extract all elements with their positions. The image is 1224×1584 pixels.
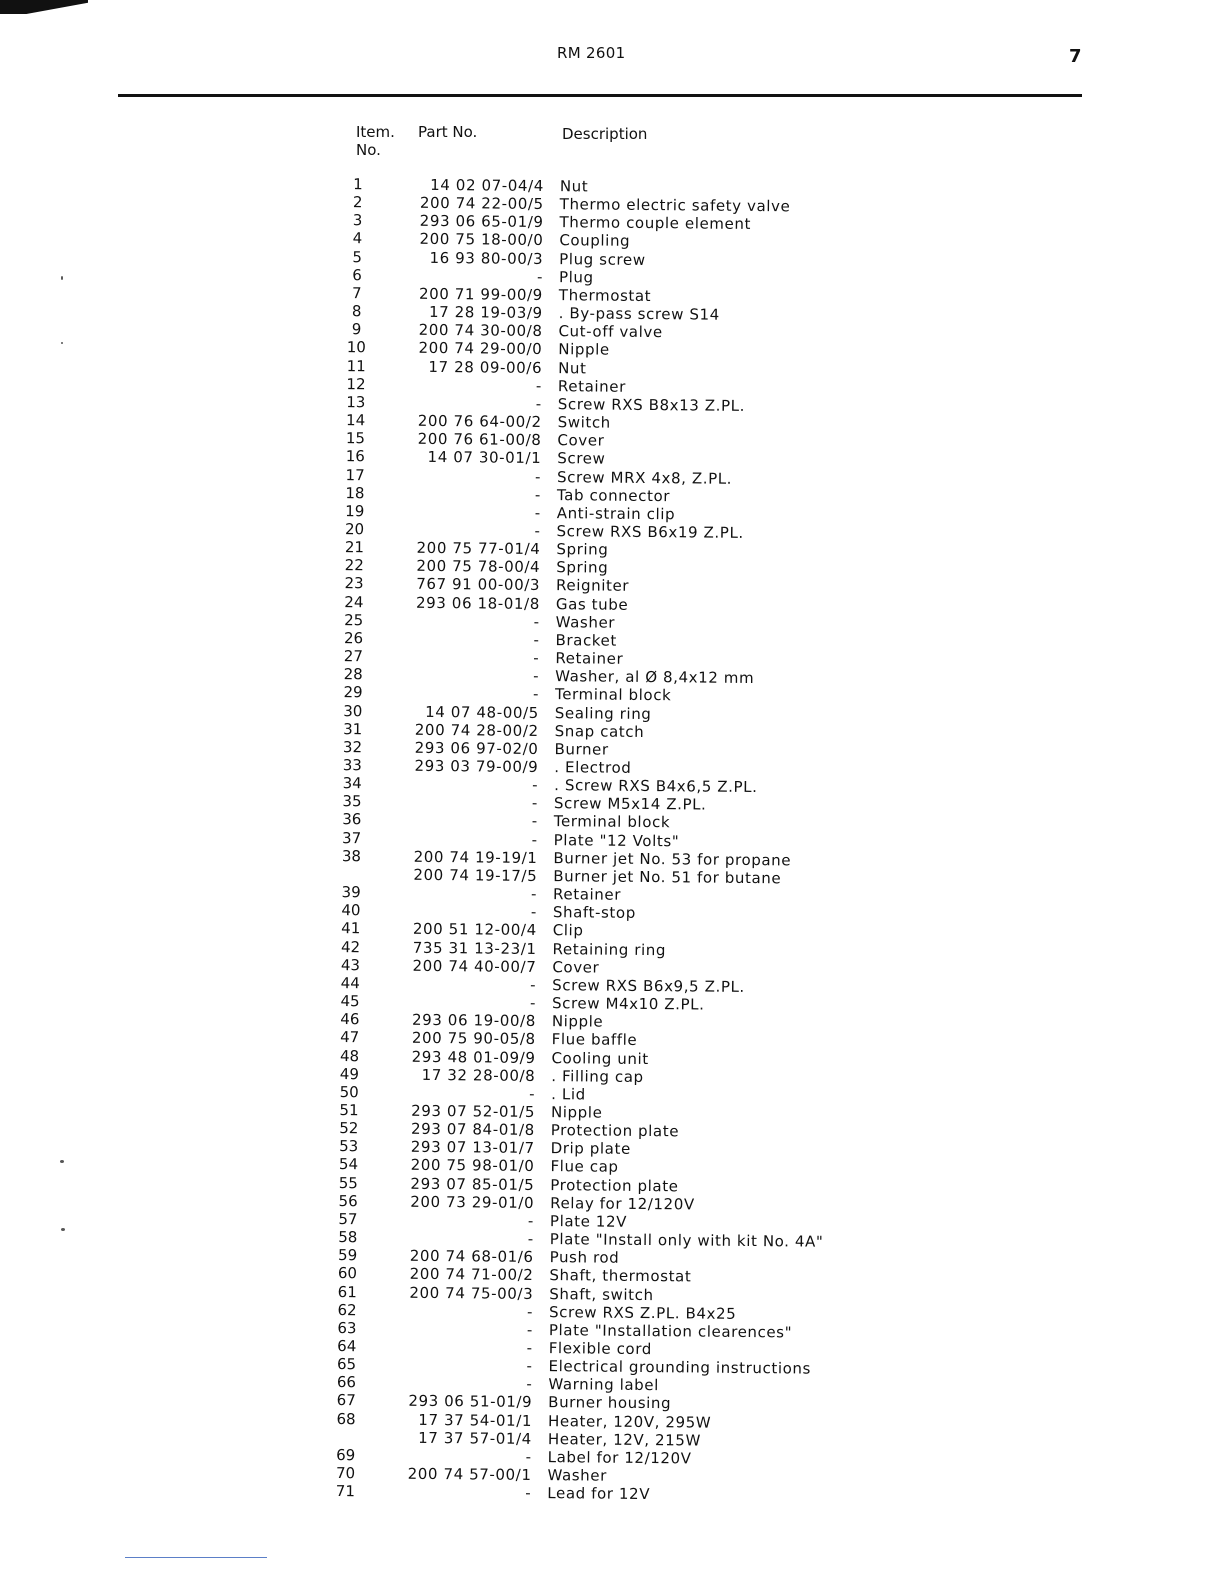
part-number: - — [531, 812, 538, 831]
part-number: - — [534, 521, 541, 540]
part-number: 200 74 40-00/7 — [412, 956, 537, 976]
part-description: Washer, al Ø 8,4x12 mm — [555, 667, 755, 688]
item-number: 70 — [335, 1464, 356, 1483]
part-number: - — [529, 1084, 536, 1103]
part-number: 735 31 13-23/1 — [412, 938, 537, 958]
part-description: Screw M4x10 Z.PL. — [551, 994, 705, 1014]
part-description: Switch — [557, 413, 611, 432]
item-number: 47 — [340, 1028, 360, 1047]
parts-list — [325, 175, 858, 1505]
item-number: 5 — [352, 247, 363, 266]
part-description: Screw RXS B6x9,5 Z.PL. — [552, 975, 745, 996]
part-number: - — [526, 1338, 533, 1357]
part-description: Thermostat — [558, 286, 652, 305]
part-description: Push rod — [549, 1248, 620, 1267]
part-description: Flue cap — [550, 1157, 619, 1177]
part-description: Reigniter — [555, 576, 630, 596]
item-number: 28 — [343, 665, 363, 684]
part-description: Spring — [556, 558, 609, 577]
part-number: - — [535, 467, 542, 486]
item-number: 49 — [339, 1064, 360, 1083]
part-description: Screw MRX 4x8, Z.PL. — [557, 467, 733, 488]
part-number: 200 71 99-00/9 — [418, 284, 543, 304]
part-description: . Screw RXS B4x6,5 Z.PL. — [554, 776, 758, 797]
part-description: Retaining ring — [552, 939, 667, 959]
item-number: 44 — [340, 973, 360, 993]
document-code: RM 2601 — [557, 44, 626, 62]
part-description: Drip plate — [550, 1139, 631, 1159]
item-number: 2 — [352, 193, 363, 212]
part-description: Relay for 12/120V — [550, 1193, 695, 1214]
item-number: 19 — [345, 501, 365, 521]
column-header-description: Description — [562, 125, 648, 143]
item-number: 36 — [342, 810, 362, 829]
item-number: 31 — [343, 719, 363, 738]
item-number: 57 — [338, 1209, 358, 1229]
part-description: Burner jet No. 53 for propane — [553, 848, 792, 870]
part-number: 200 76 64-00/2 — [417, 411, 542, 431]
item-number: 60 — [337, 1264, 358, 1283]
part-number: 200 74 19-19/1 — [413, 847, 538, 867]
item-number: 66 — [336, 1373, 357, 1392]
part-number: 14 02 07-04/4 — [430, 175, 544, 195]
item-number: 61 — [337, 1282, 357, 1301]
part-description: Nut — [558, 358, 587, 377]
part-description: Shaft-stop — [552, 903, 636, 923]
part-description: Gas tube — [555, 594, 629, 614]
part-description: Plate "Install only with kit No. 4A" — [549, 1230, 824, 1251]
part-number: 293 06 97-02/0 — [414, 738, 539, 758]
item-number: 71 — [335, 1482, 355, 1501]
part-number: 200 75 18-00/0 — [419, 230, 544, 250]
part-description: Plate "Installation clearences" — [548, 1320, 793, 1342]
part-number: - — [533, 648, 540, 668]
part-number: 293 06 51-01/9 — [408, 1392, 533, 1412]
item-number: 62 — [337, 1300, 357, 1319]
item-number: 55 — [338, 1173, 358, 1192]
part-number: 767 91 00-00/3 — [416, 575, 541, 595]
part-number: - — [529, 993, 537, 1012]
item-number: 18 — [345, 483, 365, 502]
part-description: Thermo electric safety valve — [559, 195, 791, 216]
part-description: Screw M5x14 Z.PL. — [553, 794, 707, 814]
part-number: 200 75 98-01/0 — [410, 1156, 535, 1176]
part-description: Heater, 120V, 295W — [547, 1411, 712, 1432]
part-number: 200 75 90-05/8 — [411, 1029, 536, 1049]
item-number: 24 — [344, 592, 364, 611]
part-number: - — [531, 830, 538, 849]
item-number: 37 — [342, 828, 362, 847]
item-number: 9 — [351, 320, 362, 339]
part-description: Cover — [557, 431, 605, 450]
item-number: 39 — [341, 883, 361, 902]
part-number: 200 74 57-00/1 — [407, 1464, 532, 1485]
part-number: - — [533, 612, 540, 631]
item-number: 4 — [352, 229, 363, 248]
part-description: Flue baffle — [551, 1030, 638, 1050]
item-number: 25 — [344, 610, 364, 630]
part-number: 200 76 61-00/8 — [417, 429, 542, 450]
item-number: 64 — [337, 1337, 357, 1356]
item-number: 51 — [339, 1101, 359, 1120]
part-description: Cover — [552, 957, 600, 977]
part-description: Burner housing — [548, 1393, 672, 1413]
item-number: 21 — [344, 538, 365, 557]
part-number: 200 75 78-00/4 — [416, 557, 541, 577]
item-number: 56 — [338, 1191, 358, 1210]
item-number: 46 — [340, 1010, 360, 1029]
part-number: 17 37 54-01/1 — [418, 1410, 533, 1430]
item-number: 58 — [338, 1228, 358, 1247]
part-description: Thermo couple element — [559, 213, 752, 234]
scan-speck — [61, 1228, 65, 1231]
item-number: 6 — [352, 265, 362, 285]
part-description: Label for 12/120V — [547, 1448, 692, 1468]
part-number: 17 28 09-00/6 — [428, 357, 543, 377]
item-number: 7 — [351, 284, 362, 303]
part-number: - — [531, 794, 539, 813]
item-number: 45 — [340, 992, 360, 1011]
item-number: 68 — [336, 1409, 356, 1428]
part-number: - — [527, 1229, 534, 1248]
part-description: Screw RXS B6x19 Z.PL. — [556, 522, 744, 542]
scan-speck — [61, 276, 63, 280]
part-description: Plug — [558, 267, 594, 287]
part-number: - — [533, 667, 540, 686]
part-number: - — [526, 1302, 534, 1321]
part-description: Retainer — [553, 885, 622, 904]
part-number: 200 73 29-01/0 — [410, 1192, 535, 1212]
part-description: Plug screw — [559, 249, 646, 269]
item-number: 41 — [341, 919, 361, 938]
item-number: 35 — [342, 792, 362, 811]
part-description: Shaft, switch — [549, 1284, 654, 1304]
item-number: 15 — [345, 429, 366, 448]
item-number: 69 — [336, 1445, 356, 1465]
item-number: 8 — [351, 302, 362, 321]
part-description: Washer — [555, 612, 616, 632]
part-number: 200 74 30-00/8 — [418, 321, 543, 341]
item-number: 16 — [345, 447, 365, 466]
part-number: - — [533, 630, 540, 649]
part-number: 200 51 12-00/4 — [412, 920, 537, 940]
item-number: 48 — [339, 1046, 360, 1065]
part-description: Nut — [559, 177, 589, 196]
part-description: Anti-strain clip — [556, 503, 676, 524]
part-description: Screw RXS Z.PL. B4x25 — [549, 1302, 737, 1323]
part-number: 293 07 52-01/5 — [411, 1101, 536, 1121]
item-number: 54 — [338, 1155, 359, 1174]
item-number: 40 — [341, 901, 361, 920]
part-number: 293 03 79-00/9 — [414, 756, 539, 776]
part-description: Plate 12V — [549, 1211, 628, 1231]
part-description: Tab connector — [556, 485, 671, 505]
column-header-item — [356, 123, 395, 159]
item-number: 3 — [352, 211, 363, 230]
part-description: Clip — [552, 921, 584, 940]
item-number: 34 — [342, 774, 362, 793]
item-number: 29 — [343, 683, 363, 702]
part-number: 200 74 75-00/3 — [409, 1283, 534, 1303]
part-description: Retainer — [555, 649, 624, 668]
item-number: 50 — [339, 1082, 359, 1102]
part-number: - — [535, 376, 543, 395]
item-number: 11 — [346, 356, 366, 375]
part-description: Protection plate — [550, 1121, 680, 1141]
column-header-item-line1: Item. — [356, 123, 395, 141]
part-number: - — [526, 1357, 533, 1376]
item-number: 33 — [342, 756, 362, 775]
part-number: 293 07 84-01/8 — [410, 1119, 535, 1140]
part-number: - — [526, 1375, 533, 1394]
corner-scan-mark — [0, 0, 88, 14]
item-number: 59 — [337, 1246, 358, 1265]
part-description: Terminal block — [553, 812, 671, 832]
part-description: . Filling cap — [551, 1066, 644, 1086]
part-description: Snap catch — [554, 721, 645, 741]
part-number: - — [532, 685, 540, 704]
part-number: 14 07 48-00/5 — [425, 702, 539, 722]
item-number: 23 — [344, 574, 364, 593]
part-description: Sealing ring — [554, 703, 652, 723]
item-number: 63 — [337, 1318, 357, 1338]
header-rule — [118, 94, 1082, 97]
bottom-blue-line — [125, 1557, 267, 1558]
part-description: . Lid — [551, 1084, 586, 1104]
part-number: 17 28 19-03/9 — [428, 302, 543, 323]
part-number: 200 74 71-00/2 — [409, 1265, 534, 1285]
part-number: 200 74 68-01/6 — [409, 1246, 534, 1267]
part-number: - — [530, 975, 537, 994]
item-number: 22 — [344, 556, 364, 575]
part-number: 293 06 19-00/8 — [411, 1010, 536, 1031]
part-description: Nipple — [558, 340, 610, 360]
item-number: 26 — [343, 628, 364, 648]
part-description: Lead for 12V — [547, 1484, 651, 1504]
part-number: 17 37 57-01/4 — [418, 1428, 532, 1448]
item-number: 67 — [336, 1391, 356, 1410]
item-number: 1 — [353, 175, 363, 194]
part-description: Washer — [547, 1466, 608, 1485]
part-number: - — [530, 903, 538, 922]
part-number: 293 07 85-01/5 — [410, 1174, 535, 1194]
part-description: Plate "12 Volts" — [553, 830, 680, 850]
item-number: 14 — [346, 411, 366, 430]
item-number: 20 — [344, 520, 365, 539]
part-description: Protection plate — [550, 1175, 679, 1195]
part-description: . By-pass screw S14 — [558, 304, 720, 324]
part-description: Terminal block — [554, 685, 672, 705]
part-description: Screw RXS B8x13 Z.PL. — [557, 394, 746, 415]
part-description: Shaft, thermostat — [549, 1266, 692, 1286]
item-number: 52 — [339, 1119, 359, 1138]
part-number: 14 07 30-01/1 — [427, 448, 542, 468]
part-description: Cooling unit — [551, 1048, 649, 1068]
item-number: 13 — [346, 392, 366, 412]
item-number: 27 — [343, 647, 364, 666]
page-number: 7 — [1069, 46, 1082, 67]
part-description: Spring — [556, 540, 609, 559]
part-description: Warning label — [548, 1375, 659, 1395]
part-description: Nipple — [551, 1012, 604, 1031]
part-number: - — [536, 267, 544, 286]
part-description: Burner jet No. 51 for butane — [553, 867, 782, 888]
part-number: - — [534, 503, 541, 522]
scan-speck — [61, 342, 63, 344]
part-number: - — [526, 1320, 534, 1339]
part-number: 200 74 28-00/2 — [414, 720, 539, 740]
part-number: 17 32 28-00/8 — [421, 1065, 536, 1085]
item-number: 32 — [342, 737, 363, 757]
part-description: Nipple — [550, 1103, 603, 1122]
part-description: Burner — [554, 739, 609, 759]
item-number: 53 — [339, 1137, 359, 1156]
part-number: - — [535, 394, 542, 413]
part-description: Electrical grounding instructions — [548, 1357, 812, 1378]
part-description: Flexible cord — [548, 1339, 652, 1359]
part-number: - — [525, 1484, 532, 1503]
item-number: 12 — [346, 374, 366, 393]
part-number: 200 74 29-00/0 — [418, 339, 543, 359]
part-number: 293 07 13-01/7 — [410, 1138, 535, 1158]
item-number: 30 — [343, 701, 363, 720]
column-header-part: Part No. — [418, 123, 478, 141]
part-number: 293 48 01-09/9 — [411, 1047, 536, 1067]
item-number: 42 — [340, 937, 361, 956]
part-number: 200 75 77-01/4 — [416, 538, 541, 559]
part-number: - — [531, 884, 538, 904]
part-description: Heater, 12V, 215W — [547, 1429, 702, 1450]
part-number: - — [527, 1211, 535, 1230]
item-number: 43 — [340, 955, 361, 974]
part-description: . Electrod — [554, 758, 632, 777]
part-description: Cut-off valve — [558, 322, 663, 342]
item-number: 65 — [336, 1355, 357, 1374]
part-description: Bracket — [555, 631, 617, 650]
part-description: Coupling — [559, 231, 631, 251]
part-number: 16 93 80-00/3 — [429, 248, 544, 268]
part-number: 293 06 65-01/9 — [419, 212, 544, 232]
part-number: 200 74 19-17/5 — [413, 865, 538, 885]
part-number: - — [534, 485, 542, 504]
part-number: 293 06 18-01/8 — [415, 593, 540, 613]
part-number: - — [525, 1447, 532, 1466]
column-header-item-line2: No. — [356, 141, 381, 159]
part-number: 200 74 22-00/5 — [419, 193, 544, 214]
part-description: Retainer — [557, 376, 626, 396]
part-number: - — [532, 776, 539, 795]
item-number: 10 — [346, 338, 366, 357]
item-number: 38 — [341, 846, 362, 866]
scan-speck — [60, 1160, 64, 1163]
part-description: Screw — [557, 449, 606, 468]
table-row — [325, 1482, 845, 1505]
item-number: 17 — [345, 465, 365, 484]
